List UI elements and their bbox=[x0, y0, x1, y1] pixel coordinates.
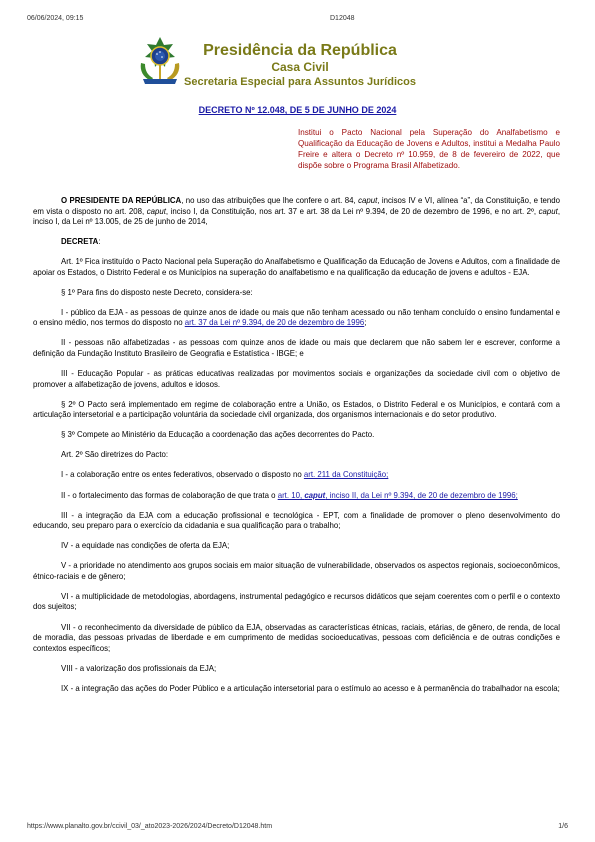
art2-item-iv: IV - a equidade nas condições de oferta da EJA; bbox=[61, 541, 230, 551]
preamble-text: , inciso I, da Lei nº 13.005, de 25 de junho de 2014, bbox=[33, 206, 560, 226]
art2-item-i bbox=[33, 470, 560, 481]
preamble bbox=[33, 196, 560, 228]
decreta-label: DECRETA bbox=[61, 237, 99, 247]
decreta bbox=[33, 237, 560, 248]
title-casa-civil: Casa Civil bbox=[271, 60, 329, 74]
item-text: II - o fortalecimento das formas de colaboração de que trata o bbox=[61, 490, 278, 500]
title-secretaria: Secretaria Especial para Assuntos Jurídicos bbox=[184, 76, 416, 88]
art2-item-vi: VI - a multiplicidade de metodologias, abordagens, instrumental pedagógico e recursos didáticos que sejam coerentes com o perfil e o contexto dos sujeitos; bbox=[33, 591, 560, 612]
print-doc-code: D12048 bbox=[330, 15, 355, 22]
preamble-caput: caput bbox=[538, 206, 558, 216]
page-number: 1/6 bbox=[558, 823, 568, 830]
art2-item-vii: VII - o reconhecimento da diversidade de público da EJA, observadas as características étnicas, raciais, etárias, de gênero, de renda, de local de moradia, das pessoas privadas de liberdade e em cumprimento de medidas socioeducativas, pessoas com deficiência e de outras condições e contextos específicos; bbox=[33, 622, 560, 653]
link-lei-9394-art37[interactable]: art. 37 da Lei nº 9.394, de 20 de dezembro de 1996 bbox=[184, 318, 365, 328]
art2-item-v: V - a prioridade no atendimento aos grupos sociais em maior situação de vulnerabilidade, observados os aspectos regionais, socioeconômicos, étnico-raciais e de gênero; bbox=[33, 561, 560, 581]
art2-item-ix: IX - a integração das ações do Poder Público e a articulação intersetorial para o estímulo ao acesso e à permanência do trabalhador na escola; bbox=[61, 683, 560, 693]
title-block bbox=[150, 41, 450, 89]
item-text: I - a colaboração entre os entes federativos, observado o disposto no bbox=[61, 470, 304, 480]
decreta-colon: : bbox=[98, 237, 101, 247]
art1-item-i bbox=[33, 308, 560, 329]
ementa: Institui o Pacto Nacional pela Superação do Analfabetismo e Qualificação da Educação de Jovens e Adultos, institui a Medalha Paulo Freire e altera o Decreto nº 10.959, de 8 de fevereiro de 2022, que dispõe sobre o Programa Brasil Alfabetizado. bbox=[298, 128, 560, 170]
item-end: ; bbox=[364, 318, 367, 328]
art1-paragraph-2: § 2º O Pacto será implementado em regime de colaboração entre a União, os Estados, o Distrito Federal e os Municípios, e contará com a articulação intersetorial e a participação voluntária da sociedade civil organizada, dos organismos internacionais e do setor produtivo. bbox=[33, 399, 560, 420]
preamble-text: , incisos IV e VI, alínea “a”, da Constituição, e tendo em vista o disposto no art. 208, bbox=[33, 196, 560, 216]
preamble-caput: caput bbox=[358, 196, 378, 205]
art2-item-iii: III - a integração da EJA com a educação profissional e tecnológica - EPT, com a finalidade de promover o pleno desenvolvimento do educando, seu preparo para o exercício da cidadania e sua qualificação para o trabalho; bbox=[33, 510, 560, 531]
preamble-text: , inciso I, da Constituição, nos art. 37 e art. 38 da Lei nº 9.394, de 20 de dezembro de 1996, e no art. 2º, bbox=[165, 206, 539, 216]
print-date: 06/06/2024, 09:15 bbox=[27, 15, 84, 22]
link-lei-9394-art10[interactable] bbox=[278, 491, 518, 500]
source-url[interactable]: https://www.planalto.gov.br/ccivil_03/_ato2023-2026/2024/Decreto/D12048.htm bbox=[27, 823, 273, 830]
decree-body bbox=[33, 196, 560, 704]
article-2: Art. 2º São diretrizes do Pacto: bbox=[61, 450, 169, 460]
print-footer bbox=[27, 823, 568, 830]
art2-item-viii: VIII - a valorização dos profissionais da EJA; bbox=[61, 663, 217, 673]
art1-item-ii: II - pessoas não alfabetizadas - as pessoas com quinze anos de idade ou mais que declarem que não sabem ler e escrever, conforme a definição da Fundação Instituto Brasileiro de Geografia e Estatística - IBGE; e bbox=[33, 338, 560, 358]
article-1: Art. 1º Fica instituído o Pacto Nacional pela Superação do Analfabetismo e Qualificação da Educação de Jovens e Adultos, com a finalidade de apoiar os Estados, o Distrito Federal e os Municípios na superação do analfabetismo e na qualificação da educação de jovens e adultos - EJA. bbox=[33, 257, 560, 277]
title-presidencia: Presidência da República bbox=[203, 42, 397, 59]
link-part: art. 10, bbox=[277, 490, 305, 500]
art1-item-iii: III - Educação Popular - as práticas educativas realizadas por movimentos sociais e organizações da sociedade civil com o objetivo de promover a alfabetização de jovens, adultos e idosos. bbox=[33, 369, 560, 389]
link-part: , inciso II, da Lei nº 9.394, de 20 de dezembro de 1996; bbox=[325, 490, 518, 500]
link-constituicao-art211[interactable]: art. 211 da Constituição; bbox=[303, 470, 389, 480]
preamble-text: , no uso das atribuições que lhe confere o art. 84, bbox=[181, 196, 359, 205]
link-caput: caput bbox=[304, 490, 326, 500]
art2-item-ii bbox=[33, 491, 560, 502]
item-text: I - público da EJA - as pessoas de quinze anos de idade ou mais que não tenham acessado ou não tenham concluído o ensino fundamental e o ensino médio, nos termos do disposto no bbox=[33, 307, 560, 328]
art1-paragraph-3: § 3º Compete ao Ministério da Educação a coordenação das ações decorrentes do Pacto. bbox=[61, 430, 375, 440]
art1-paragraph-1: § 1º Para fins do disposto neste Decreto, considera-se: bbox=[61, 287, 253, 297]
preamble-caput: caput bbox=[146, 206, 166, 216]
decree-title-link[interactable]: DECRETO Nº 12.048, DE 5 DE JUNHO DE 2024 bbox=[198, 105, 397, 115]
preamble-president: O PRESIDENTE DA REPÚBLICA bbox=[61, 196, 182, 205]
